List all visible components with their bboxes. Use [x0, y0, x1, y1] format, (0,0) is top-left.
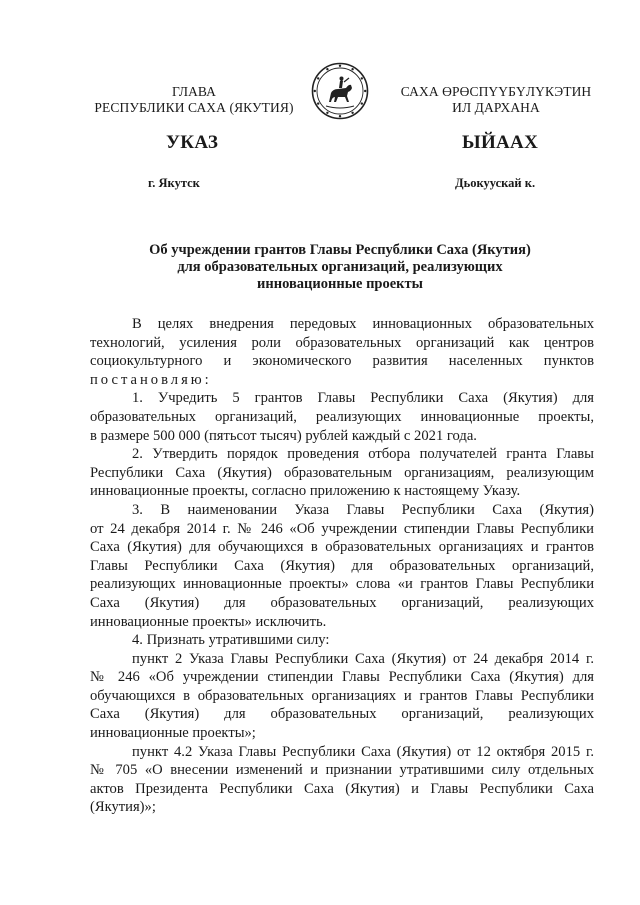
body-line: технологий, усиления роли образовательных организаций как центров: [90, 334, 594, 351]
body-line: Саха (Якутия) для образовательных организаций, реализующих: [90, 706, 594, 723]
issuer-left-block: [88, 84, 300, 116]
issuer-left-line1: ГЛАВА: [171, 84, 217, 99]
heading-line: инновационные проекты: [257, 276, 423, 292]
body-line: обучающихся в образовательных организациях и грантов Главы Республики: [90, 687, 594, 704]
body-line: от 24 декабря 2014 г. № 246 «Об учреждении стипендии Главы Республики: [90, 520, 594, 537]
body-line: Саха (Якутия) для образовательных организаций, реализующих: [90, 594, 594, 611]
body-line: 3. В наименовании Указа Главы Республики Саха (Якутия): [132, 501, 594, 518]
doc-type-title-left: УКАЗ: [166, 132, 219, 153]
body-line: пункт 2 Указа Главы Республики Саха (Якутия) от 24 декабря 2014 г.: [132, 650, 594, 667]
document-body: [90, 315, 594, 817]
body-line: инновационные проекты»;: [90, 725, 256, 742]
heading-line: Об учреждении грантов Главы Республики Саха (Якутия): [149, 242, 531, 258]
body-line: 1. Учредить 5 грантов Главы Республики Саха (Якутия) для: [132, 390, 594, 407]
issuer-left-line2: РЕСПУБЛИКИ САХА (ЯКУТИЯ): [94, 100, 294, 115]
body-line: № 705 «О внесении изменений и признании утратившими силу отдельных: [90, 762, 594, 779]
decree-word: постановляю:: [90, 371, 212, 388]
document-heading: [90, 242, 590, 293]
body-line: пункт 4.2 Указа Главы Республики Саха (Якутия) от 12 октября 2015 г.: [132, 743, 594, 760]
body-line: образовательных организаций, реализующих инновационные проекты,: [90, 408, 594, 425]
city-right: Дьокуускай к.: [455, 176, 536, 190]
body-line: Саха (Якутия) для обучающихся в образовательных организациях и грантов: [90, 539, 594, 556]
body-line: (Якутия)»;: [90, 799, 156, 816]
doc-type-title-right: ЫЙААХ: [462, 132, 539, 153]
body-line: социокультурного и экономического развития населенных пунктов: [90, 353, 594, 370]
body-line: Главы Республики Саха (Якутия) для образовательных организаций,: [90, 557, 594, 574]
body-line: В целях внедрения передовых инновационных образовательных: [132, 316, 594, 332]
body-line: реализующих инновационные проекты» слова «и грантов Главы Республики: [90, 576, 594, 593]
city-left: г. Якутск: [148, 176, 200, 190]
body-line: 4. Признать утратившими силу:: [132, 632, 330, 649]
issuer-right-line1: САХА ӨРӨСПҮҮБҮЛҮКЭТИН: [400, 84, 592, 99]
body-line: № 246 «Об учреждении стипендии Главы Республики Саха (Якутия) для: [90, 669, 594, 686]
sakha-coat-of-arms-icon: [311, 62, 369, 120]
body-line: актов Президента Республики Саха (Якутия) и Главы Республики Саха: [90, 780, 594, 797]
body-line: в размере 500 000 (пятьсот тысяч) рублей каждый с 2021 года.: [90, 427, 477, 444]
heading-line: для образовательных организаций, реализующих: [177, 259, 503, 275]
body-line: инновационные проекты» исключить.: [90, 613, 327, 630]
body-line: Республики Саха (Якутия) образовательным организациям, реализующим: [90, 464, 594, 481]
body-line: 2. Утвердить порядок проведения отбора получателей гранта Главы: [132, 446, 594, 463]
issuer-right-line2: ИЛ ДАРХАНА: [452, 100, 540, 115]
body-line: инновационные проекты, согласно приложению к настоящему Указу.: [90, 483, 521, 500]
issuer-right-block: [390, 84, 602, 116]
